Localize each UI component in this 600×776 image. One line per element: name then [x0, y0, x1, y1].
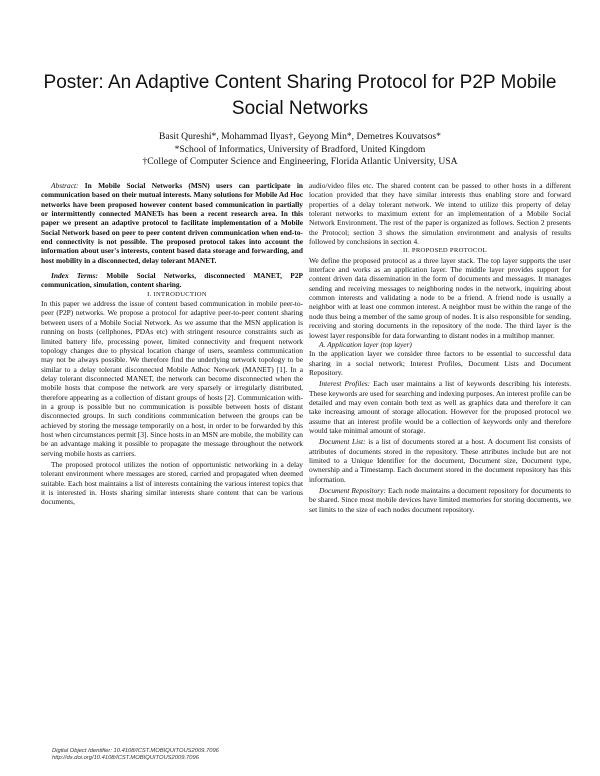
abstract-lead: Abstract:: [51, 181, 79, 190]
abstract-text: In Mobile Social Networks (MSN) users can participate in communication based on their mutual interests. Many solutions for Mobile Ad Hoc networks have been proposed however content based communication in partially or intermittently connected MANETs has been a recent research area. In this paper we present an adaptive protocol to facilitate implementation of a Mobile Social Network based on peer to peer content driven communication when end-to-end connectivity is not possible. The proposed protocol takes into account the information about user's interests, content based data storage and forwarding, and host mobility in a disconnected, delay tolerant MANET.: [41, 181, 303, 265]
interest-profiles-text: Each user maintains a list of keywords describing his interests. These keywords are used for searching and indexing purposes. An interest profile can be detailed and may even contain both text as well as graphics data and therefore it can take increasing amount of storage allocation. However for the proposed protocol we assume that an interest profile would be a collection of keywords only and therefore would take minimal amount of storage.: [309, 379, 571, 435]
index-terms: [41, 271, 303, 290]
section-heading-protocol: II. PROPOSED PROTOCOL: [402, 247, 488, 255]
doi-line: Digital Object Identifier: 10.4108/ICST.MOBIQUITOUS2009.7096: [52, 748, 219, 754]
author-names: Basit Qureshi*, Mohammad Ilyas†, Geyong Min*, Demetres Kouvatsos*: [159, 131, 441, 142]
index-terms-text: Mobile Social Networks, disconnected MANET, P2P communication, simulation, content sharing.: [41, 271, 303, 290]
subsection-heading-application-layer: A. Application layer (top layer): [319, 339, 412, 349]
right-column: [309, 181, 571, 514]
document-list-paragraph: [309, 437, 571, 484]
paper-title: Poster: An Adaptive Content Sharing Protocol for P2P Mobile Social Networks: [43, 72, 557, 119]
abstract: [41, 181, 303, 265]
section-heading-introduction: I. INTRODUCTION: [147, 290, 207, 298]
intro-paragraph-2: The proposed protocol utilizes the notion of opportunistic networking in a delay tolerant environment where messages are stored, carried and propagated when deemed suitable. Each host maintains a list of interests containing the various interest topics that it is interested in. Hosts sharing similar interests share content that can be various documents,: [41, 459, 303, 507]
index-terms-lead: Index Terms:: [51, 271, 98, 281]
doi-url[interactable]: http://dx.doi.org/10.4108/ICST.MOBIQUITOUS2009.7096: [52, 755, 199, 761]
intro-paragraph-1: In this paper we address the issue of content based communication in mobile peer-to-peer (P2P) networks. We propose a protocol for adaptive peer-to-peer content sharing between users of a Mobile Social Network. As we assume that the MSN application is running on hosts (cellphones, PDAs etc) with stringent resource constraints such as limited battery life, processing power, limited connectivity and frequent network topology changes due to physical location change of users, seamless communication may not be always possible. We therefore find the underlying network topology to be similar to a delay tolerant disconnected Mobile Adhoc Network (MANET) [1]. In a delay tolerant disconnected MANET, the network can become disconnected when the mobile hosts that compose the network are very sparsely or irregularly distributed, therefore appearing as a collection of distant groups of hosts [2]. Communication with-in a group is possible but no communication is possible between hosts of distant disconnected groups. In such conditions communication between the groups can be achieved by storing the message temporarily on a host, in order to be forwarded by this host when circumstances permit [3]. Since hosts in an MSN are mobile, the mobility can be an advantage making it possible to propagate the message throughout the network serving mobile hosts as carriers.: [41, 299, 303, 458]
intro-paragraph-2-continued: audio/video files etc. The shared content can be passed to other hosts in a different location provided that they have similar interests thus enabling store and forward properties of a delay tolerant network. We intend to utilize this property of delay tolerant networks to maximum extent for an implementation of a Mobile Social Network Environment. The rest of the paper is organized as follows. Section 2 presents the Protocol; section 3 shows the simulation environment and analysis of results followed by conclusions in section 4.: [309, 181, 571, 247]
affiliation-bradford: *School of Informatics, University of Bradford, United Kingdom: [174, 143, 426, 155]
left-column: [41, 181, 303, 507]
doi-footer: [52, 748, 219, 762]
document-repository-paragraph: [309, 486, 571, 514]
protocol-paragraph: We define the proposed protocol as a three layer stack. The top layer supports the user interface and works as an application layer. The middle layer provides support for content driven data dissemination in the form of documents and messages. It manages sending and receiving messages to neighboring nodes in the network, inquiring about common interests and validating a node to be a friend. A friend node is usually a neighbor with at least one common interest. A neighbor must be within the range of the node thus being a member of the same group of nodes. It is also responsible for sending, receiving and storing documents in the repository of the node. The third layer is the lowest layer responsible for data forwarding to distant nodes in a multihop manner.: [309, 255, 571, 340]
document-list-text: is a list of documents stored at a host. A document list consists of attributes of documents stored in the repository. These attributes include but are not limited to a Unique Identifier for the document, Document size, Document type, ownership and a Timestamp. Each document stored in the document repository has this information.: [309, 437, 571, 484]
document-repository-text: Each node maintains a document repository for documents to be shared. Since most mobile devices have limited memories for storing documents, we set limits to the size of each nodes document repository.: [309, 486, 571, 514]
interest-profiles-lead: Interest Profiles:: [319, 379, 371, 389]
author-block: [40, 131, 560, 169]
document-repository-lead: Document Repository:: [319, 486, 386, 495]
document-list-lead: Document List:: [319, 437, 366, 447]
application-layer-paragraph: In the application layer we consider three factors to be essential to successful data sharing in a social network; Interest Profiles, Document Lists and Document Repository.: [309, 349, 571, 377]
affiliation-fau: †College of Computer Science and Engineering, Florida Atlantic University, USA: [142, 156, 458, 167]
interest-profiles-paragraph: [309, 379, 571, 435]
